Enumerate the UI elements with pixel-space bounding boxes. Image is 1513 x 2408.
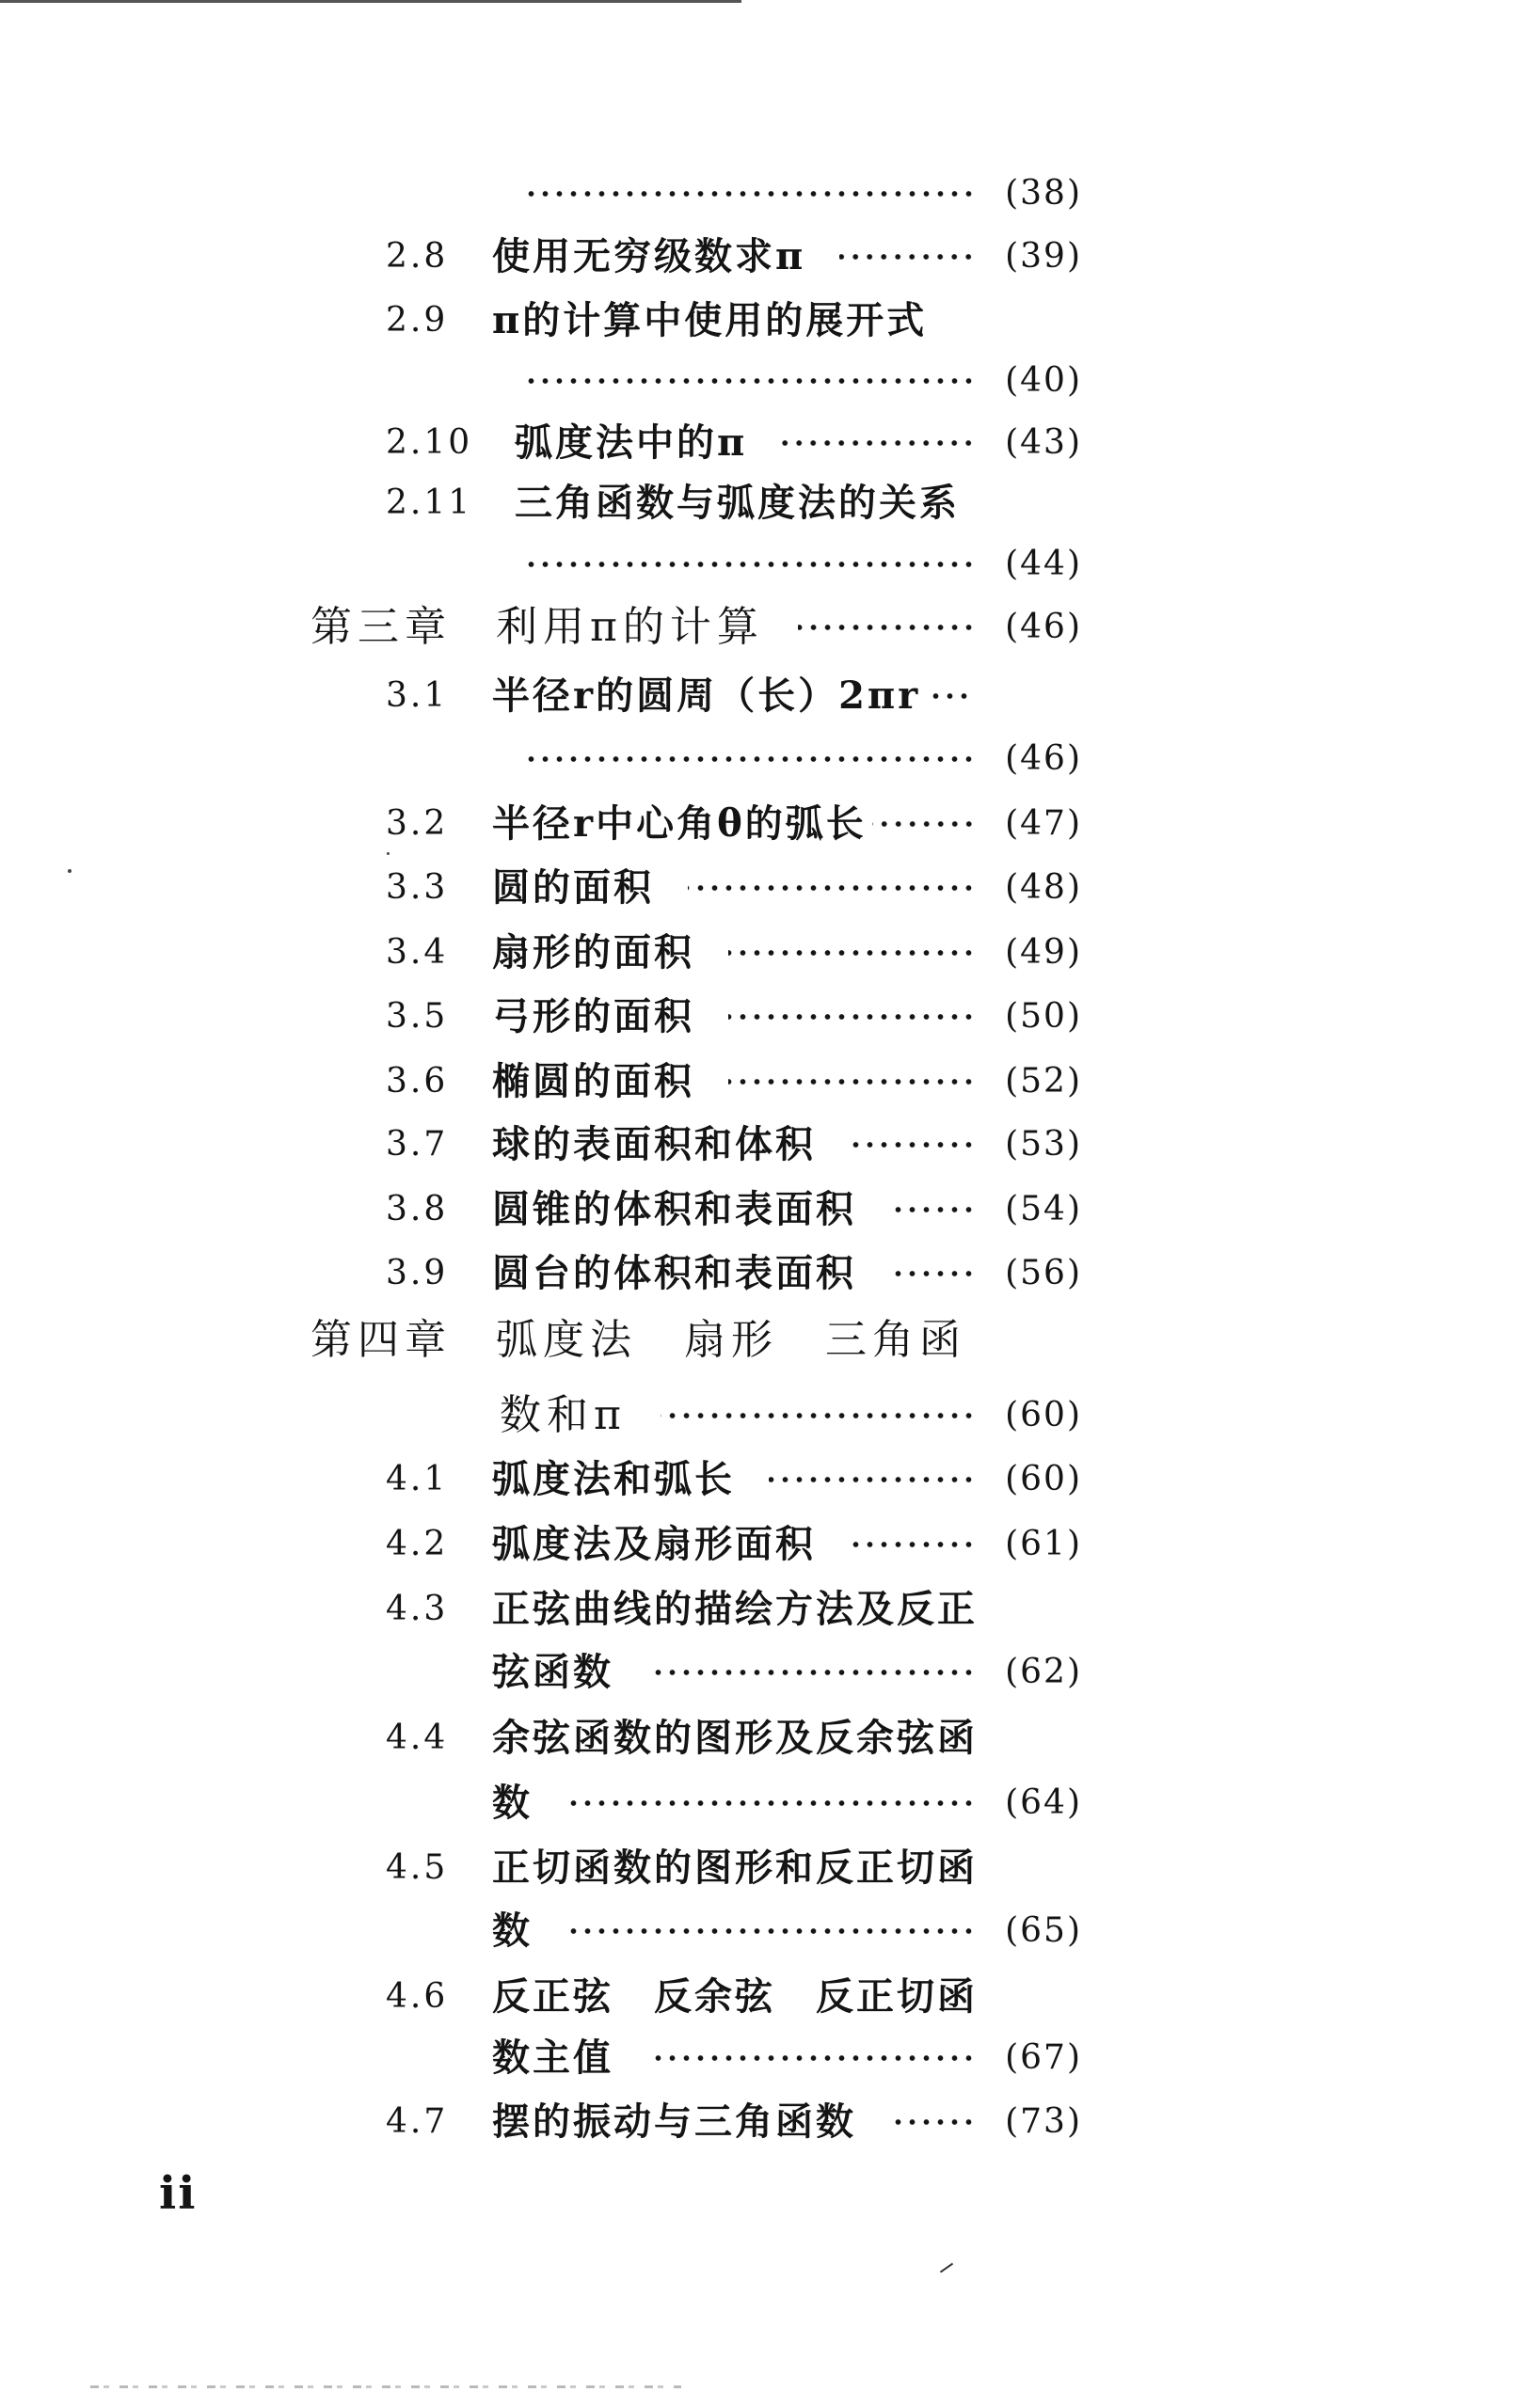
page-number: (52) bbox=[1005, 1062, 1082, 1101]
section-title: 弓形的面积 bbox=[492, 994, 694, 1038]
chapter-label: 第三章 bbox=[311, 603, 452, 651]
page-number: (43) bbox=[1005, 423, 1082, 462]
section-number: 3.8 bbox=[386, 1190, 449, 1228]
page-number: (60) bbox=[1005, 1460, 1082, 1498]
dot-leader bbox=[769, 1455, 976, 1504]
scan-speck bbox=[68, 869, 72, 873]
page-number: (47) bbox=[1005, 804, 1082, 843]
section-number: 3.1 bbox=[386, 676, 449, 715]
section-title: 弧度法中的π bbox=[515, 420, 748, 465]
section-title: 圆台的体积和表面积 bbox=[492, 1251, 856, 1295]
section-title: 正弦曲线的描绘方法及反正 bbox=[492, 1587, 978, 1631]
section-number: 2.11 bbox=[386, 483, 473, 522]
page-number: (67) bbox=[1005, 2038, 1082, 2077]
page-number: (46) bbox=[1005, 739, 1082, 778]
toc-entry-4-5 bbox=[386, 1844, 1082, 1893]
page-number: (49) bbox=[1005, 933, 1082, 972]
scan-bottom-noise bbox=[90, 2385, 681, 2388]
toc-entry-3-3 bbox=[386, 863, 1082, 912]
section-title: 扇形的面积 bbox=[492, 930, 694, 974]
dot-leader bbox=[798, 603, 976, 652]
section-title: 三角函数与弧度法的关系 bbox=[515, 481, 960, 525]
toc-entry-3-8 bbox=[386, 1185, 1082, 1234]
chapter-title: 弧度法 扇形 三角函 bbox=[496, 1316, 966, 1364]
section-title: 使用无穷级数求π bbox=[492, 234, 806, 278]
toc-entry-3-1 bbox=[386, 672, 1082, 721]
section-title: 弧度法和弧长 bbox=[492, 1457, 735, 1501]
toc-entry-4-4-page-line bbox=[492, 1779, 1082, 1828]
page-number: (44) bbox=[1005, 545, 1082, 583]
dot-leader bbox=[839, 232, 976, 281]
folio-page-number: ii bbox=[159, 2167, 198, 2220]
page-number: (53) bbox=[1005, 1125, 1082, 1164]
section-number: 3.5 bbox=[386, 997, 449, 1036]
section-number: 4.5 bbox=[386, 1848, 449, 1887]
section-number: 3.9 bbox=[386, 1254, 449, 1292]
section-title: 圆的面积 bbox=[492, 865, 654, 910]
toc-entry-4-7 bbox=[386, 2098, 1082, 2147]
toc-entry-continued bbox=[492, 169, 1082, 218]
toc-chapter-4 bbox=[311, 1316, 1082, 1365]
toc-entry-2-11-page-line bbox=[492, 540, 1082, 589]
toc-entry-3-6 bbox=[386, 1057, 1082, 1106]
chapter-title: 利用π的计算 bbox=[496, 603, 764, 651]
dot-leader bbox=[850, 1520, 976, 1569]
section-number: 2.9 bbox=[386, 301, 449, 340]
dot-leader bbox=[522, 356, 976, 405]
dot-leader bbox=[566, 1779, 976, 1828]
section-number: 3.7 bbox=[386, 1125, 449, 1164]
toc-entry-4-4 bbox=[386, 1714, 1082, 1763]
dot-leader bbox=[647, 2034, 976, 2083]
chapter-title-continued: 数和π bbox=[500, 1391, 627, 1439]
dot-leader bbox=[522, 735, 976, 784]
toc-entry-2-11 bbox=[386, 479, 1082, 528]
section-number: 2.10 bbox=[386, 423, 473, 462]
dot-leader bbox=[890, 1185, 976, 1234]
toc-entry-4-2 bbox=[386, 1520, 1082, 1569]
section-number: 4.6 bbox=[386, 1977, 449, 2016]
page-number: (64) bbox=[1005, 1783, 1082, 1822]
dot-leader bbox=[661, 1391, 976, 1440]
dot-leader bbox=[522, 169, 976, 218]
toc-entry-2-9 bbox=[386, 296, 1082, 345]
section-number: 3.4 bbox=[386, 933, 449, 972]
toc-entry-2-8 bbox=[386, 232, 1082, 281]
dot-leader bbox=[728, 928, 976, 977]
section-title: 半径r的圆周（长）2πr bbox=[492, 673, 921, 718]
dot-leader bbox=[728, 1057, 976, 1106]
page-number: (73) bbox=[1005, 2102, 1082, 2141]
page-number: (61) bbox=[1005, 1525, 1082, 1563]
scan-speck bbox=[387, 852, 390, 855]
toc-entry-3-7 bbox=[386, 1120, 1082, 1169]
toc-entry-3-4 bbox=[386, 928, 1082, 977]
section-title-continued: 数 bbox=[492, 1909, 533, 1953]
chapter-label: 第四章 bbox=[311, 1316, 452, 1364]
page-number: (46) bbox=[1005, 608, 1082, 646]
section-title: 球的表面积和体积 bbox=[492, 1122, 816, 1166]
section-number: 2.8 bbox=[386, 237, 449, 276]
section-number: 4.7 bbox=[386, 2102, 449, 2141]
section-title: 椭圆的面积 bbox=[492, 1059, 694, 1103]
page-number: (40) bbox=[1005, 361, 1082, 400]
toc-entry-4-6 bbox=[386, 1972, 1082, 2021]
section-number: 4.2 bbox=[386, 1525, 449, 1563]
page-number: (48) bbox=[1005, 868, 1082, 907]
section-title: 弧度法及扇形面积 bbox=[492, 1522, 816, 1566]
toc-entry-3-2 bbox=[386, 800, 1082, 848]
section-number: 4.4 bbox=[386, 1719, 449, 1757]
section-number: 3.3 bbox=[386, 868, 449, 907]
dot-leader bbox=[647, 1648, 976, 1697]
section-title: 余弦函数的图形及反余弦函 bbox=[492, 1716, 978, 1760]
dot-leader bbox=[930, 672, 971, 721]
toc-entry-3-9 bbox=[386, 1249, 1082, 1298]
dot-leader bbox=[890, 1249, 976, 1298]
page-number: (62) bbox=[1005, 1653, 1082, 1691]
toc-entry-4-1 bbox=[386, 1455, 1082, 1504]
scan-edge-line bbox=[0, 0, 741, 3]
section-title-continued: 数 bbox=[492, 1781, 533, 1825]
toc-entry-4-5-page-line bbox=[492, 1907, 1082, 1956]
section-number: 4.3 bbox=[386, 1590, 449, 1628]
toc-entry-4-3 bbox=[386, 1585, 1082, 1634]
toc-entry-4-3-page-line bbox=[492, 1648, 1082, 1697]
page-number: (39) bbox=[1005, 237, 1082, 276]
toc-chapter-3 bbox=[311, 603, 1082, 652]
dot-leader bbox=[890, 2098, 976, 2147]
dot-leader bbox=[522, 540, 976, 589]
toc-entry-4-6-page-line bbox=[492, 2034, 1082, 2083]
page-number: (56) bbox=[1005, 1254, 1082, 1292]
dot-leader bbox=[688, 863, 976, 912]
page-number: (54) bbox=[1005, 1190, 1082, 1228]
section-title: 摆的振动与三角函数 bbox=[492, 2099, 856, 2144]
section-title: π的计算中使用的展开式 bbox=[492, 298, 928, 342]
section-number: 3.6 bbox=[386, 1062, 449, 1101]
section-title-continued: 弦函数 bbox=[492, 1650, 613, 1694]
page-number: (60) bbox=[1005, 1396, 1082, 1434]
page-number: (38) bbox=[1005, 174, 1082, 213]
section-title: 半径r中心角θ的弧长 bbox=[492, 801, 867, 846]
dot-leader bbox=[566, 1907, 976, 1956]
toc-chapter-4-page-line bbox=[492, 1391, 1082, 1440]
scan-mark bbox=[940, 2263, 953, 2273]
dot-leader bbox=[728, 992, 976, 1041]
page-number: (65) bbox=[1005, 1911, 1082, 1950]
dot-leader bbox=[872, 800, 976, 848]
dot-leader bbox=[781, 419, 976, 467]
page-number: (50) bbox=[1005, 997, 1082, 1036]
toc-entry-3-5 bbox=[386, 992, 1082, 1041]
dot-leader bbox=[850, 1120, 976, 1169]
toc-entry-3-1-page-line bbox=[492, 735, 1082, 784]
toc-entry-2-10 bbox=[386, 419, 1082, 467]
section-title: 反正弦 反余弦 反正切函 bbox=[492, 1974, 978, 2019]
section-title: 正切函数的图形和反正切函 bbox=[492, 1846, 978, 1890]
section-number: 3.2 bbox=[386, 804, 449, 843]
toc-entry-2-9-page-line bbox=[492, 356, 1082, 405]
section-title-continued: 数主值 bbox=[492, 2036, 613, 2080]
section-number: 4.1 bbox=[386, 1460, 449, 1498]
section-title: 圆锥的体积和表面积 bbox=[492, 1187, 856, 1231]
